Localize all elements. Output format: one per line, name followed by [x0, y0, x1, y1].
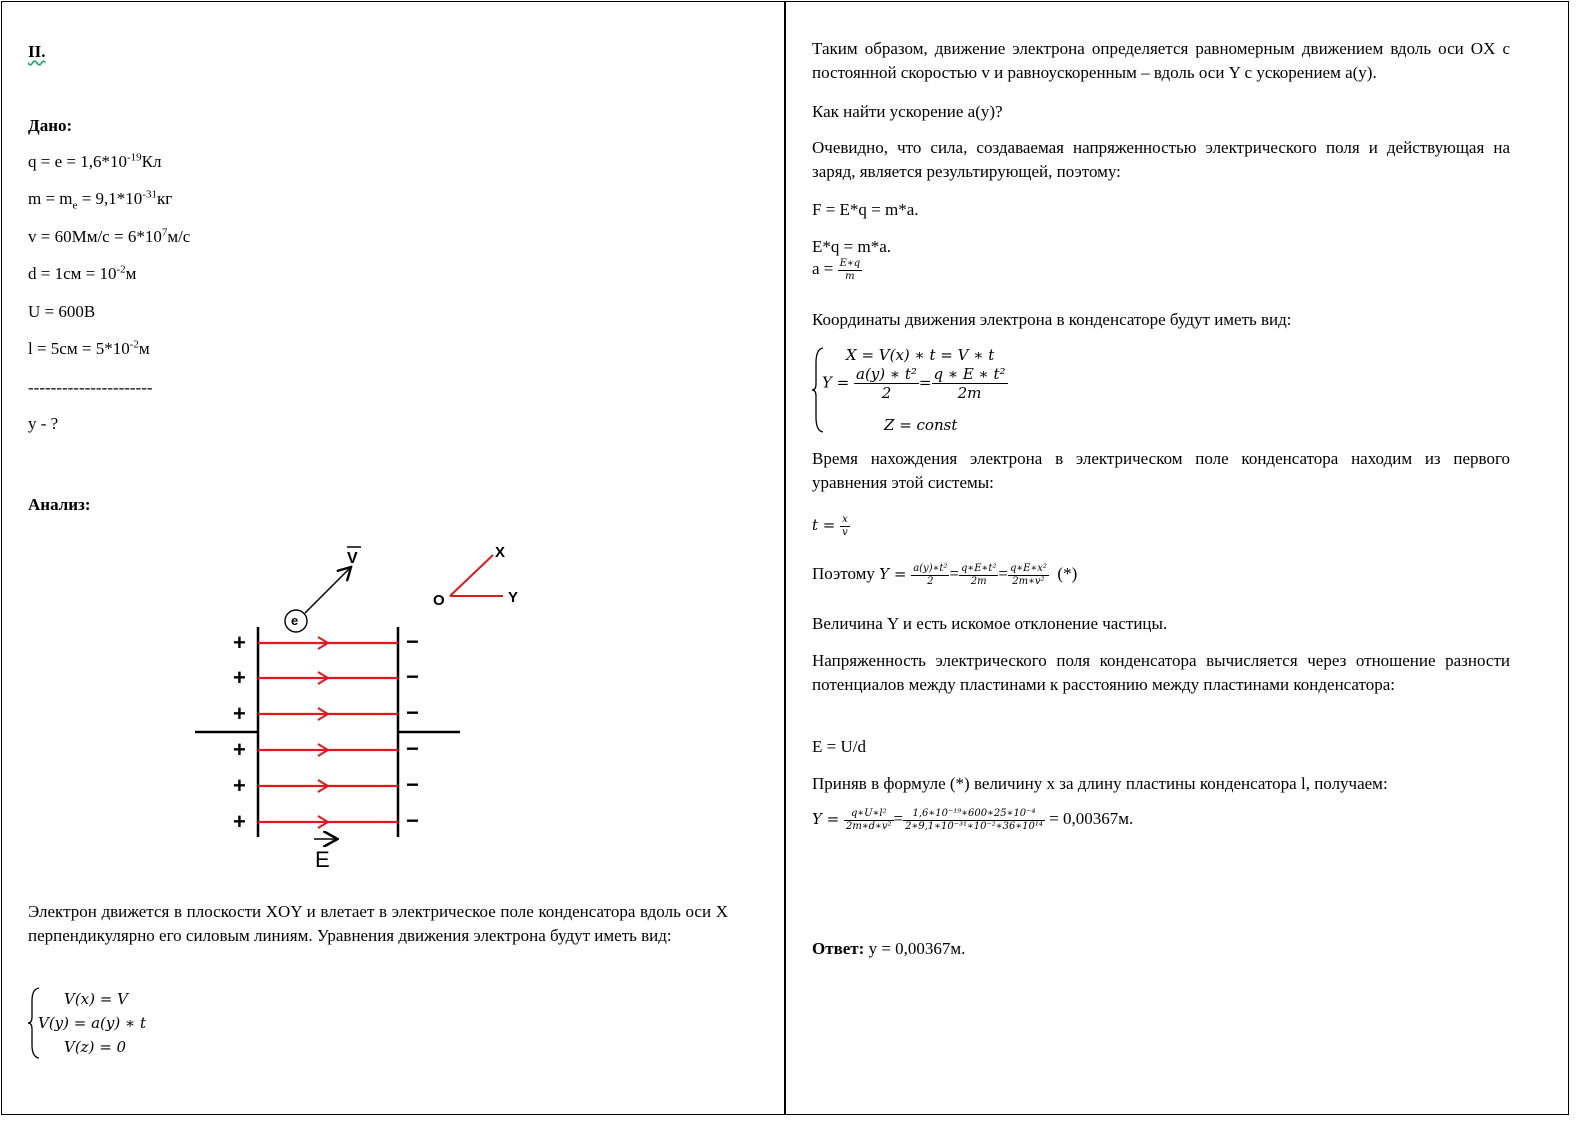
given-v: $v = 60Мм/с = 6*10^7м/с$	[28, 226, 191, 246]
system-line-2: V(y) = a(y) ∗ t	[38, 1014, 146, 1032]
analysis-heading: Анализ:	[28, 495, 91, 514]
minus-sign: −	[406, 700, 419, 725]
plus-sign: +	[233, 630, 246, 655]
paragraph-5: Время нахождения электрона в электрическом поле конденсатора находим из первого уравнения этой системы:	[812, 449, 1510, 492]
plus-sign: +	[233, 737, 246, 762]
minus-sign: −	[406, 736, 419, 761]
paragraph-1: Таким образом, движение электрона определяется равномерным движением вдоль оси OX с постоянной скоростью v и равноускоренным – вдоль оси Y с ускорением a(y).	[812, 39, 1510, 82]
system-line-1: V(x) = V	[64, 990, 128, 1008]
formula-therefore: Поэтому Y = $\frac{\text{a(y)∗t²}}{2}$ = $\frac{\text{q∗E∗t²}}{2m}$ = $\frac{\text{q∗E∗x²}}{\text{2m∗v²}}$ (*)	[812, 562, 1078, 587]
formula-eq: E*q = m*a.	[812, 237, 891, 256]
coord-line-z: Z = const	[884, 416, 958, 434]
formula-a: a = $\frac{E∗q}{m}$	[812, 257, 861, 282]
minus-sign: −	[406, 808, 419, 833]
velocity-label: V	[347, 550, 358, 567]
axis-x-label: X	[495, 544, 506, 561]
plus-sign: +	[233, 809, 246, 834]
coordinate-system	[812, 343, 1072, 435]
field-lines	[258, 637, 398, 828]
field-label: E	[315, 847, 330, 872]
given-heading: Дано:	[28, 116, 73, 135]
axis-x-line	[450, 555, 493, 596]
axis-y-label: Y	[508, 589, 519, 606]
given-d: $d = 1см = 10^{-2}м$	[28, 263, 137, 283]
system-line-3: V(z) = 0	[64, 1038, 127, 1056]
coord-line-x: X = V(x) ∗ t = V ∗ t	[846, 346, 995, 364]
column-divider	[784, 1, 786, 1114]
paragraph-7: Напряженность электрического поля конденсатора вычисляется через отношение разности потенциалов между пластинами к расстоянию между пластинами конденсатора:	[812, 651, 1510, 694]
minus-sign: −	[406, 629, 419, 654]
paragraph-3: Очевидно, что сила, создаваемая напряженностью электрического поля и действующая на заряд, является результирующей, поэтому:	[812, 138, 1510, 181]
axis-origin-label: O	[433, 592, 445, 609]
paragraph-6: Величина Y и есть искомое отклонение частицы.	[812, 614, 1168, 633]
capacitor-diagram	[190, 535, 530, 875]
given-m: $m = m_e = 9,1*10^{-31}кг$	[28, 188, 173, 212]
section-heading: II.	[28, 42, 46, 61]
given-l: $l = 5см = 5*10^{-2}м$	[28, 338, 150, 358]
analysis-paragraph: Электрон движется в плоскости XOY и влетает в электрическое поле конденсатора вдоль оси X перпендикулярно его силовым линиям. Уравнения движения электрона будут иметь вид:	[28, 902, 728, 945]
minus-sign: −	[406, 772, 419, 797]
paragraph-4: Координаты движения электрона в конденсаторе будут иметь вид:	[812, 310, 1292, 329]
minus-sign: −	[406, 664, 419, 689]
answer: Ответ: y = 0,00367м.	[812, 939, 966, 958]
paragraph-8: Приняв в формуле (*) величину x за длину пластины конденсатора l, получаем:	[812, 774, 1388, 793]
coord-line-y: Y = $\frac{\text{a(y) ∗ t²}}{2}$ = $\frac{\text{q ∗ E ∗ t²}}{2m}$	[822, 365, 1006, 402]
given-separator: ----------------------	[28, 378, 153, 397]
plus-sign: +	[233, 701, 246, 726]
paragraph-2: Как найти ускорение a(y)?	[812, 102, 1003, 121]
formula-t: t = $\frac{x}{v}$	[812, 513, 848, 538]
formula-E: E = U/d	[812, 737, 866, 756]
given-q: $q = e = 1,6*10^{-19}Кл$	[28, 151, 162, 171]
velocity-arrow	[305, 568, 350, 613]
given-find: y - ?	[28, 414, 59, 433]
plus-sign: +	[233, 773, 246, 798]
electron-label: e	[291, 613, 299, 628]
given-U: U = 600В	[28, 302, 96, 321]
formula-final: Y = $\frac{\text{q∗U∗l²}}{\text{2m∗d∗v²}}$ = $\frac{\text{1,6∗10⁻¹⁹∗600∗25∗10⁻⁴}}{\text{2∗9,1∗10⁻³¹∗10⁻²∗36∗10¹⁴}}$ = 0,00367м.	[812, 807, 1134, 832]
plus-sign: +	[233, 665, 246, 690]
formula-force: F = E*q = m*a.	[812, 200, 919, 219]
